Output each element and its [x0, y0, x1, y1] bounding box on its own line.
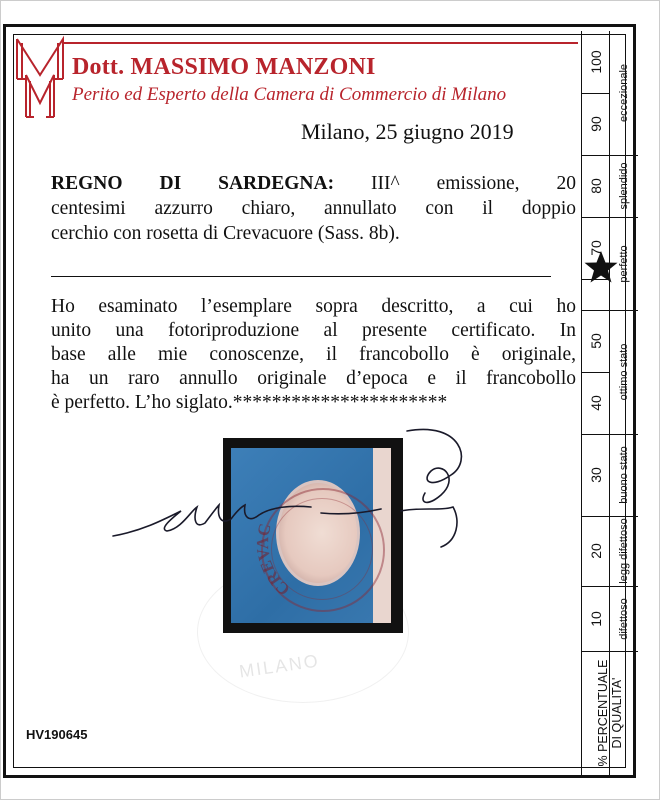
scale-label: splendido [617, 162, 630, 210]
scale-cell [609, 434, 638, 517]
scale-label: eccezionale [617, 63, 630, 123]
scale-cell [582, 586, 609, 652]
scale-cell [582, 434, 609, 517]
scale-label: buono stato [617, 446, 630, 504]
scale-cell [609, 31, 638, 156]
scale-value: 80 [587, 178, 604, 194]
stamp-description [51, 171, 576, 246]
scale-footer [582, 651, 638, 775]
certificate-statement [51, 295, 576, 415]
mm-logo-icon [14, 31, 66, 121]
description-line: cerchio con rosetta di Crevacuore (Sass. 8b). [51, 223, 400, 244]
embossed-seal-text: MILANO [237, 650, 321, 682]
description-title: REGNO DI SARDEGNA: [51, 173, 335, 194]
scale-value: 90 [587, 116, 604, 132]
scale-cell [609, 586, 638, 652]
stamp-photo [231, 448, 391, 623]
scale-cell [609, 516, 638, 587]
scale-cell [582, 310, 609, 373]
scale-label: ottimo stato [617, 343, 630, 401]
scale-label: perfetto [617, 244, 630, 283]
selected-grade-star-icon [583, 249, 619, 285]
scale-cell [609, 310, 638, 435]
scale-cell [582, 372, 609, 435]
quality-scale [581, 31, 638, 775]
description-line: centesimi azzurro chiaro, annullato con il doppio [51, 198, 576, 219]
separator-line [51, 276, 551, 277]
scale-cell [582, 31, 609, 94]
statement-line: base alle mie conoscenze, il francobollo è originale, [51, 344, 576, 365]
scale-value: 20 [587, 543, 604, 559]
scale-cell [582, 93, 609, 156]
statement-line: ha un raro annullo originale d’epoca e il francobollo [51, 368, 576, 389]
scale-value: 50 [587, 333, 604, 349]
expert-name: Dott. MASSIMO MANZONI [72, 54, 376, 80]
scale-value: 100 [587, 50, 604, 74]
svg-text:CREVAC [253, 522, 294, 600]
scale-footer-label: % PERCENTUALE DI QUALITA' [596, 659, 624, 767]
statement-line: è perfetto. L’ho siglato.********************** [51, 392, 448, 413]
expert-subtitle: Perito ed Esperto della Camera di Commercio di Milano [72, 84, 507, 105]
postmark-label: CREVAC [253, 521, 294, 600]
header-rule [64, 42, 578, 44]
scale-value: 30 [587, 467, 604, 483]
statement-line: unito una fotoriproduzione al presente certificato. In [51, 320, 576, 341]
scale-cell [609, 155, 638, 218]
certificate-date: Milano, 25 giugno 2019 [301, 119, 514, 144]
scale-label: difettoso [617, 597, 630, 640]
scale-value: 70 [587, 240, 604, 256]
scale-value: 40 [587, 395, 604, 411]
scale-cell [582, 516, 609, 587]
description-line: III^ emissione, 20 [334, 173, 576, 194]
scale-label: legg difettoso [617, 518, 630, 584]
statement-line: Ho esaminato l’esemplare sopra descritto, a cui ho [51, 296, 576, 317]
certificate-id: HV190645 [26, 727, 88, 742]
scale-value: 10 [587, 610, 604, 627]
scale-cell [582, 155, 609, 218]
postmark-text [231, 448, 391, 623]
monogram-logo [14, 31, 66, 121]
